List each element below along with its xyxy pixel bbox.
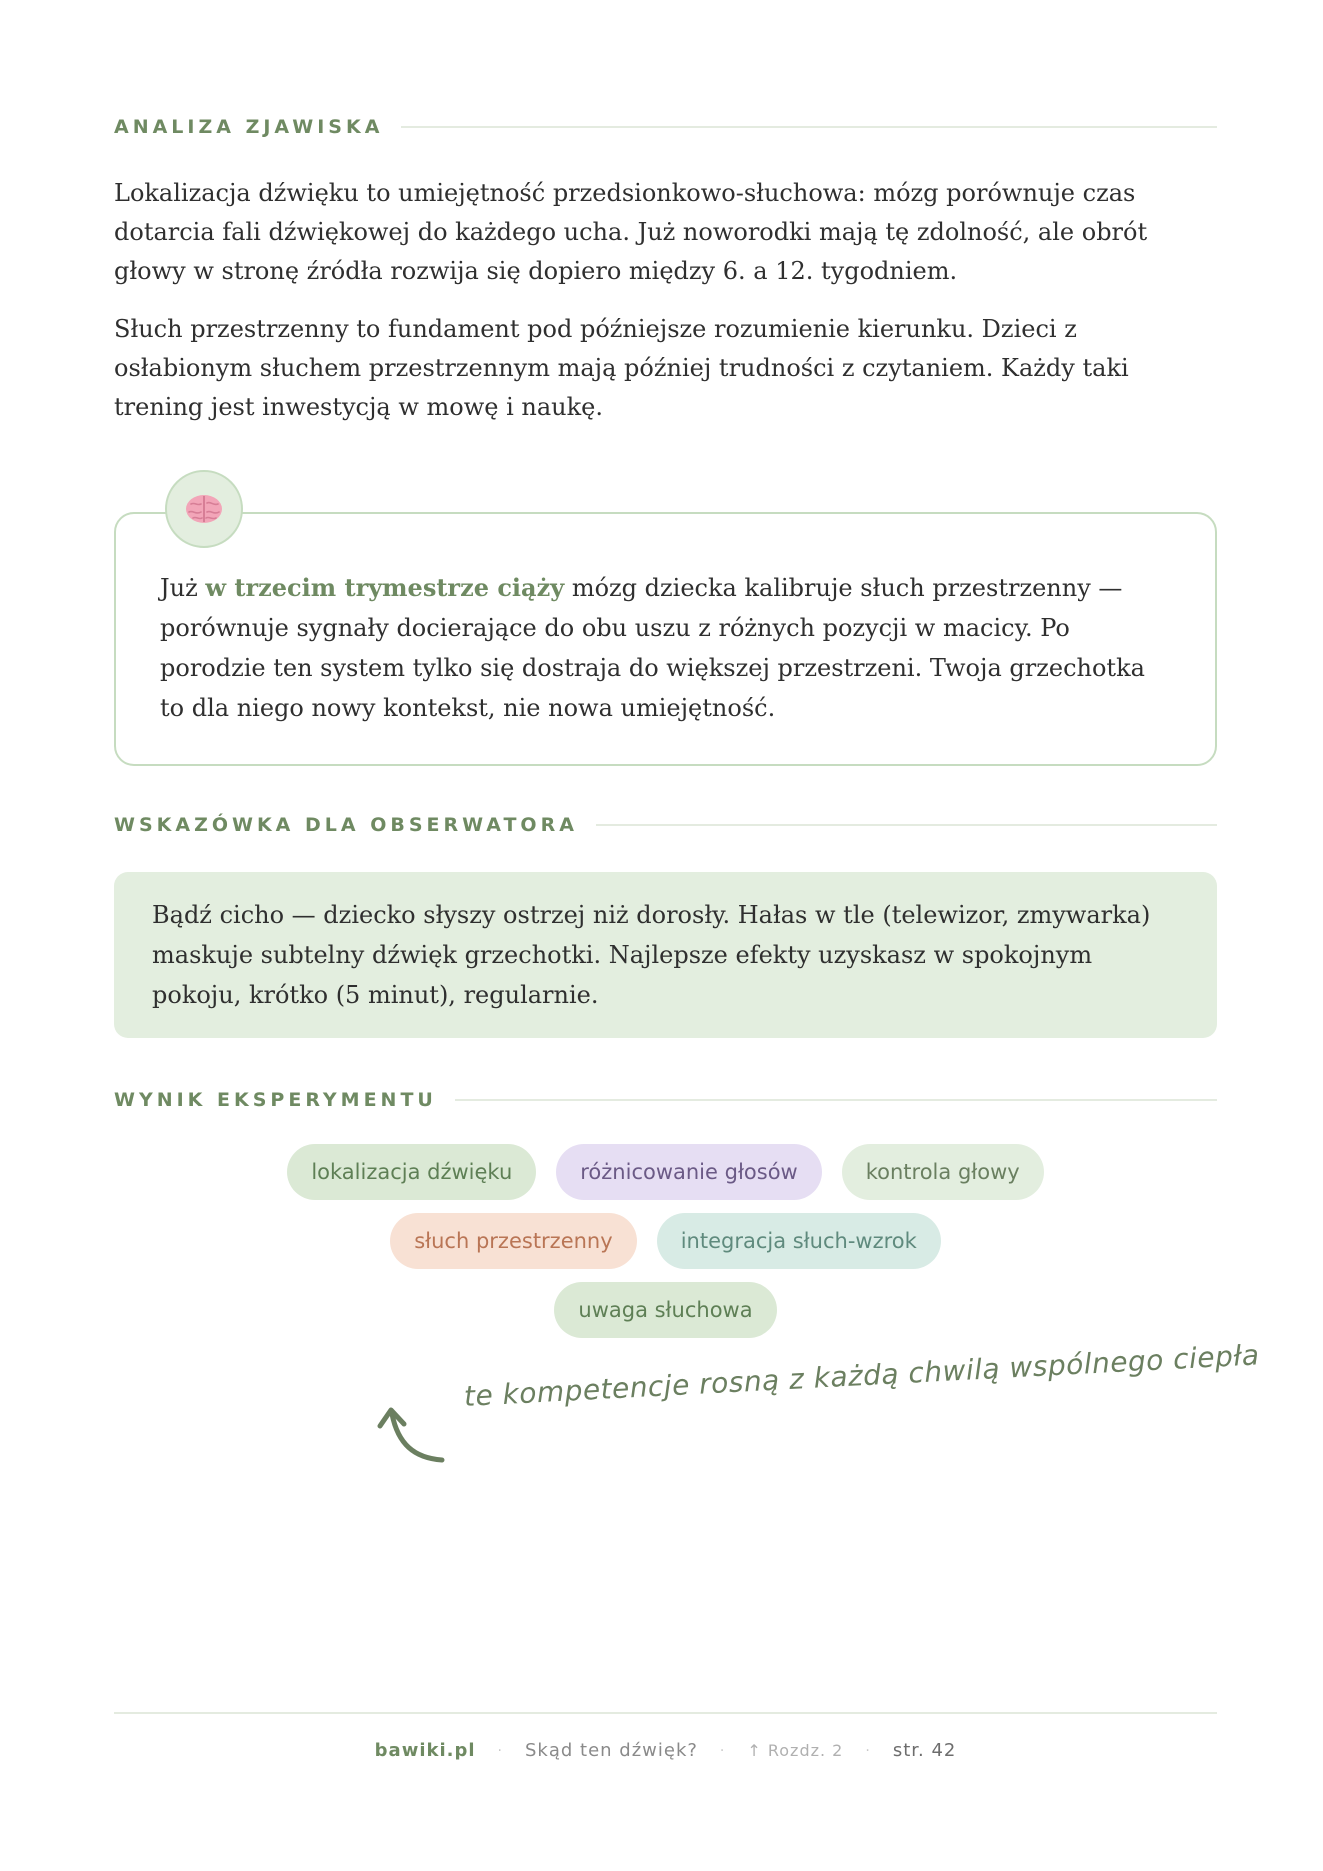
footer-page-number: str. 42 xyxy=(892,1740,957,1761)
footer-divider xyxy=(114,1712,1217,1714)
divider xyxy=(596,824,1217,826)
footer-brand[interactable]: bawiki.pl xyxy=(374,1740,476,1761)
tag-auditory-attention: uwaga słuchowa xyxy=(554,1282,776,1338)
tip-box xyxy=(114,872,1217,1038)
section-title: WSKAZÓWKA DLA OBSERWATORA xyxy=(114,814,578,836)
footer-separator: · xyxy=(865,1742,871,1759)
tag-row xyxy=(114,1282,1217,1338)
handwritten-note: te kompetencje rosną z każdą chwilą wspólnego ciepła xyxy=(463,1338,1261,1413)
divider xyxy=(455,1099,1217,1101)
section-header-tip xyxy=(114,814,1217,836)
tip-text: Bądź cicho — dziecko słyszy ostrzej niż dorosły. Hałas w tle (telewizor, zmywarka) maskuje subtelny dźwięk grzechotki. Najlepsze efekty uzyskasz w spokojnym pokoju, krótko (5 minut), regularnie. xyxy=(152,901,1151,1009)
section-header-result xyxy=(114,1089,1217,1111)
section-title: WYNIK EKSPERYMENTU xyxy=(114,1089,437,1111)
analysis-paragraph-1: Lokalizacja dźwięku to umiejętność przedsionkowo-słuchowa: mózg porównuje czas dotarcia fali dźwiękowej do każdego ucha. Już noworodki mają tę zdolność, ale obrót głowy w stronę źródła rozwija się dopiero między 6. a 12. tygodniem. xyxy=(114,179,1148,285)
footer-book-title: Skąd ten dźwięk? xyxy=(524,1740,698,1761)
footer-chapter-link[interactable]: ↑ Rozdz. 2 xyxy=(747,1741,844,1760)
tag-sound-localization: lokalizacja dźwięku xyxy=(287,1144,536,1200)
footer xyxy=(114,1740,1217,1761)
fact-highlight: w trzecim trymestrze ciąży xyxy=(205,573,565,602)
curved-arrow-icon xyxy=(372,1398,452,1468)
tag-spatial-hearing: słuch przestrzenny xyxy=(390,1213,636,1269)
tag-head-control: kontrola głowy xyxy=(842,1144,1044,1200)
fact-text: Już w trzecim trymestrze ciąży mózg dziecka kalibruje słuch przestrzenny — porównuje sygnały docierające do obu uszu z różnych pozycji w macicy. Po porodzie ten system tylko się dostraja do większej przestrzeni. Twoja grzechotka to dla niego nowy kontekst, nie nowa umiejętność. xyxy=(160,573,1145,722)
analysis-paragraph-2: Słuch przestrzenny to fundament pod późniejsze rozumienie kierunku. Dzieci z osłabionym słuchem przestrzennym mają później trudności z czytaniem. Każdy taki trening jest inwestycją w mowę i naukę. xyxy=(114,315,1129,421)
divider xyxy=(401,126,1217,128)
section-title: ANALIZA ZJAWISKA xyxy=(114,116,384,138)
brain-icon xyxy=(165,470,243,548)
tag-row xyxy=(114,1144,1217,1200)
page xyxy=(114,0,1261,1871)
footer-separator: · xyxy=(719,1742,726,1759)
section-header-analysis xyxy=(114,116,1217,138)
tag-row xyxy=(114,1213,1217,1269)
fact-callout-box xyxy=(114,512,1217,766)
tag-audio-visual-integration: integracja słuch-wzrok xyxy=(657,1213,941,1269)
footer-separator: · xyxy=(497,1742,503,1759)
tag-voice-discrimination: różnicowanie głosów xyxy=(556,1144,821,1200)
